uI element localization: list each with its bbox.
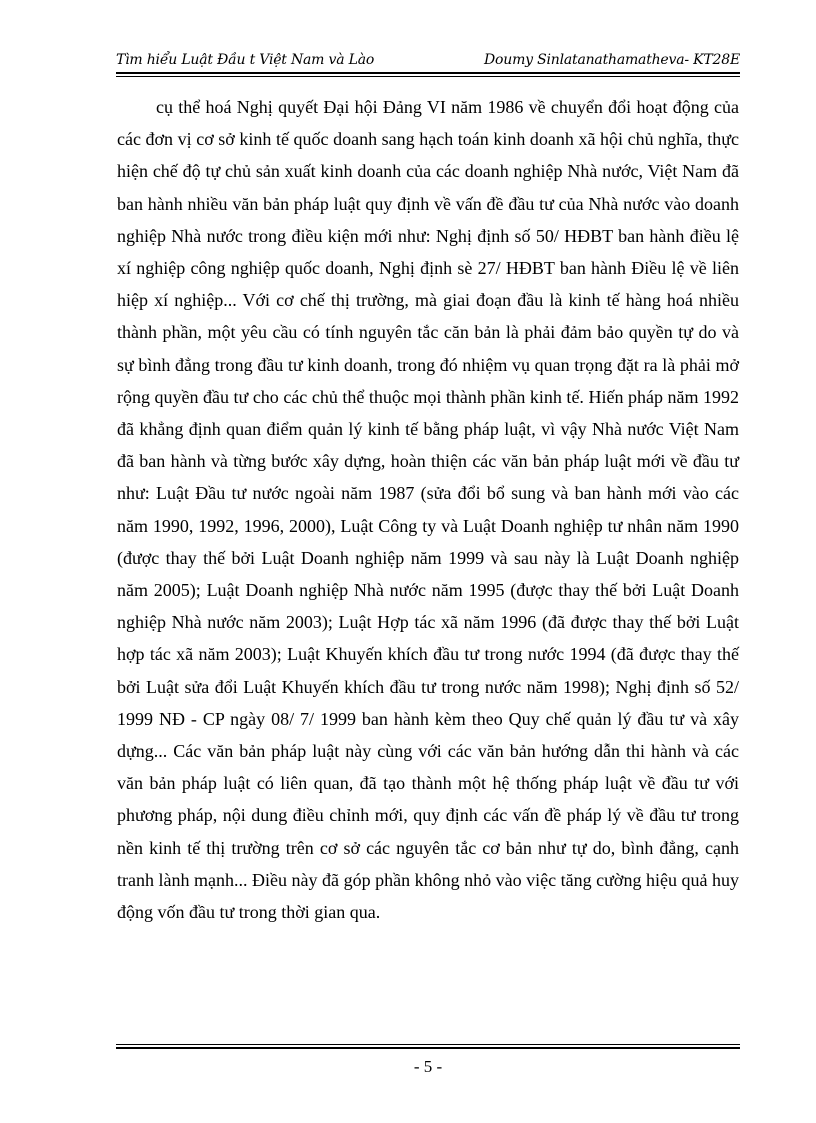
body-paragraph: cụ thể hoá Nghị quyết Đại hội Đảng VI năm 1986 về chuyển đổi hoạt động của các đơn vị cơ sở kinh tế quốc doanh sang hạch toán kinh doanh xã hội chủ nghĩa, thực hiện chế độ tự chủ sản xuất kinh doanh của các doanh nghiệp Nhà nước, Việt Nam đã ban hành nhiều văn bản pháp luật quy định về vấn đề đầu tư của Nhà nước vào doanh nghiệp Nhà nước trong điều kiện mới như: Nghị định số 50/ HĐBT ban hành điều lệ xí nghiệp công nghiệp quốc doanh, Nghị định sè 27/ HĐBT ban hành Điều lệ về liên hiệp xí nghiệp... Với cơ chế thị trường, mà giai đoạn đầu là kinh tế hàng hoá nhiều thành phần, một yêu cầu có tính nguyên tắc căn bản là phải đảm bảo quyền tự do và sự bình đẳng trong đầu tư kinh doanh, trong đó nhiệm vụ quan trọng đặt ra là phải mở rộng quyền đầu tư cho các chủ thể thuộc mọi thành phần kinh tế. Hiến pháp năm 1992 đã khẳng định quan điểm quản lý kinh tế bằng pháp luật, vì vậy Nhà nước Việt Nam đã ban hành và từng bước xây dựng, hoàn thiện các văn bản pháp luật mới về đầu tư như: Luật Đầu tư nước ngoài năm 1987 (sửa đổi bổ sung và ban hành mới vào các năm 1990, 1992, 1996, 2000), Luật Công ty và Luật Doanh nghiệp tư nhân năm 1990 (được thay thế bởi Luật Doanh nghiệp năm 1999 và sau này là Luật Doanh nghiệp năm 2005); Luật Doanh nghiệp Nhà nước năm 1995 (được thay thế bởi Luật Doanh nghiệp Nhà nước năm 2003); Luật Hợp tác xã năm 1996 (đã được thay thế bởi Luật hợp tác xã năm 2003); Luật Khuyến khích đầu tư trong nước 1994 (đã được thay thế bởi Luật sửa đổi Luật Khuyến khích đầu tư trong nước năm 1998); Nghị định số 52/ 1999 NĐ - CP ngày 08/ 7/ 1999 ban hành kèm theo Quy chế quản lý đầu tư và xây dựng... Các văn bản pháp luật này cùng với các văn bản hướng dẫn thi hành và các văn bản pháp luật có liên quan, đã tạo thành một hệ thống pháp luật về đầu tư với phương pháp, nội dung điều chỉnh mới, quy định các vấn đề pháp lý về đầu tư trong nền kinh tế thị trường trên cơ sở các nguyên tắc cơ bản như tự do, bình đẳng, cạnh tranh lành mạnh... Điều này đã góp phần không nhỏ vào việc tăng cường hiệu quả huy động vốn đầu tư trong thời gian qua. (117, 97, 739, 923)
header-document-title: Tìm hiểu Luật Đầu t Việt Nam và Lào (116, 52, 375, 68)
page-number: - 5 - (413, 1057, 443, 1076)
header-rule-thin (116, 76, 740, 77)
page-body (117, 91, 739, 928)
page-header (116, 50, 740, 72)
header-author: Doumy Sinlatanathamatheva- KT28E (484, 52, 740, 68)
footer-rule-thin (116, 1044, 740, 1045)
header-rule-thick (116, 72, 740, 74)
footer-rule-thick (116, 1047, 740, 1049)
